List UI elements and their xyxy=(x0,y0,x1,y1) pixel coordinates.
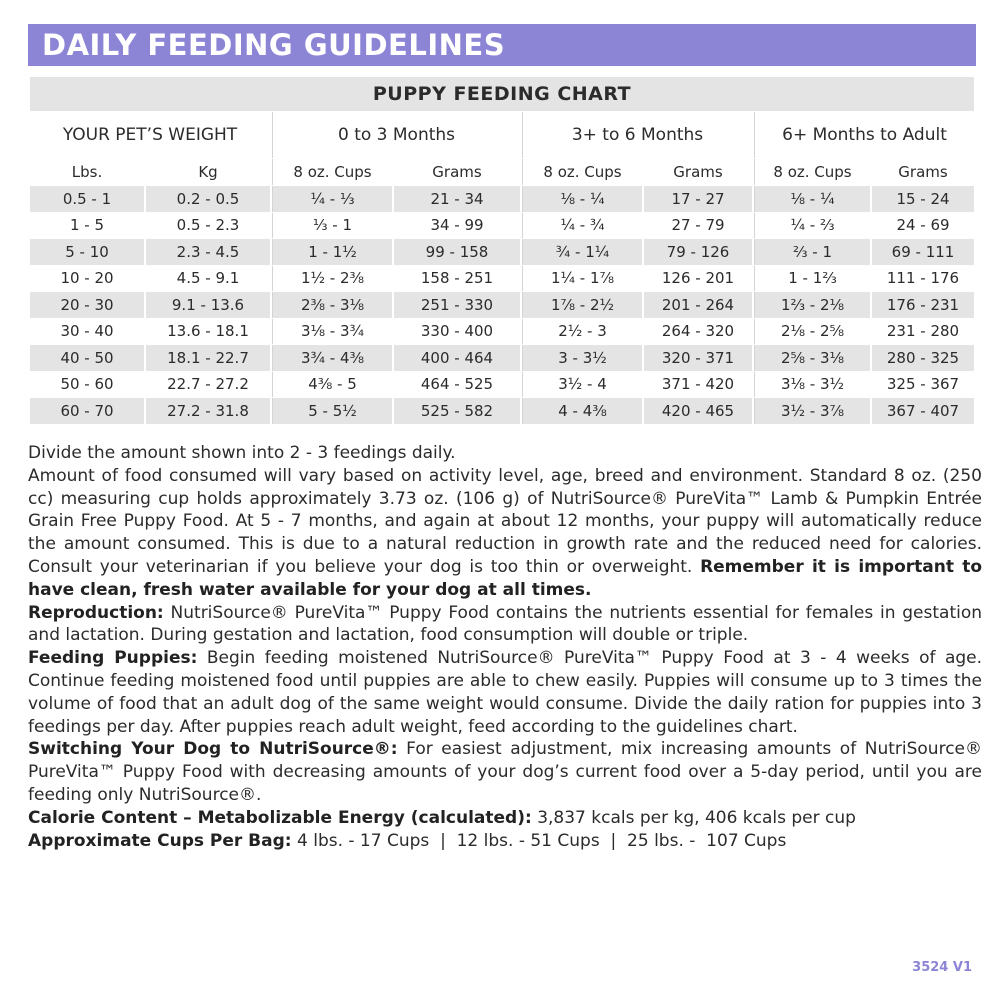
table-cell: ¾ - 1¼ xyxy=(522,239,642,265)
table-cell: 158 - 251 xyxy=(394,266,520,292)
table-cell: 5 - 10 xyxy=(30,239,144,265)
table-cell: 34 - 99 xyxy=(394,213,520,239)
table-cell: ¼ - ⅓ xyxy=(272,186,392,212)
table-row xyxy=(30,292,974,318)
puppies-text: Begin feeding moistened NutriSource® PureVita™ Puppy Food at 3 - 4 weeks of age. Continue feeding moistened food until puppies are able to chew easily. Puppies will consume up to 3 times the volume of food that an adult dog of the same weight would consume. Divide the daily ration for puppies into 3 feedings per day. After puppies reach adult weight, feed according to the guidelines chart. xyxy=(28,648,983,737)
calorie-text: 3,837 kcals per kg, 406 kcals per cup xyxy=(537,807,856,828)
table-cell: 69 - 111 xyxy=(872,239,974,265)
table-cell: 1 - 5 xyxy=(30,213,144,239)
table-cell: 79 - 126 xyxy=(644,239,752,265)
column-header-cups: 8 oz. Cups xyxy=(754,159,870,185)
table-cell: 0.5 - 2.3 xyxy=(146,213,270,239)
table-cell: 1⅞ - 2½ xyxy=(522,292,642,318)
table-cell: ⅔ - 1 xyxy=(754,239,870,265)
column-header-grams: Grams xyxy=(644,159,752,185)
table-cell: 1⅔ - 2⅛ xyxy=(754,292,870,318)
table-cell: 264 - 320 xyxy=(644,319,752,345)
table-cell: 251 - 330 xyxy=(394,292,520,318)
table-cell: 4.5 - 9.1 xyxy=(146,266,270,292)
table-cell: 231 - 280 xyxy=(872,319,974,345)
table-cell: 464 - 525 xyxy=(394,372,520,398)
column-header-grams: Grams xyxy=(872,159,974,185)
table-cell: 371 - 420 xyxy=(644,372,752,398)
table-cell: ⅛ - ¼ xyxy=(754,186,870,212)
column-header-cups: 8 oz. Cups xyxy=(522,159,642,185)
amount-text: Amount of food consumed will vary based on activity level, age, breed and environment. Standard 8 oz. (250 cc) measuring cup holds approximately 3.73 oz. (106 g) of NutriSource® PureVita™ Lamb & Pumpkin Entrée Grain Free Puppy Food. At 5 - 7 months, and again at about 12 months, your puppy will automatically reduce the amount consumed. This is due to a natural reduction in growth rate and the reduced need for calories. Consult your veterinarian if you believe your dog is too thin or overweight. xyxy=(28,465,982,577)
table-cell: 24 - 69 xyxy=(872,213,974,239)
cups-text: 4 lbs. - 17 Cups | 12 lbs. - 51 Cups | 25 lbs. - 107 Cups xyxy=(297,830,787,851)
table-cell: ¼ - ¾ xyxy=(522,213,642,239)
switching-text: For easiest adjustment, mix increasing amounts of NutriSource® PureVita™ Puppy Food with decreasing amounts of your dog’s current food over a 5-day period, until you are feeding only NutriSource®. xyxy=(28,739,982,805)
table-cell: 17 - 27 xyxy=(644,186,752,212)
table-cell: 330 - 400 xyxy=(394,319,520,345)
table-cell: 201 - 264 xyxy=(644,292,752,318)
table-cell: 3½ - 3⅞ xyxy=(754,398,870,424)
weight-header: YOUR PET’S WEIGHT xyxy=(30,112,270,158)
puppy-feeding-chart xyxy=(28,76,976,425)
table-cell: 111 - 176 xyxy=(872,266,974,292)
table-row xyxy=(30,266,974,292)
paragraph-switching xyxy=(28,738,982,806)
table-cell: 18.1 - 22.7 xyxy=(146,345,270,371)
paragraph-divide: Divide the amount shown into 2 - 3 feedings daily. xyxy=(28,443,456,463)
table-cell: ⅛ - ¼ xyxy=(522,186,642,212)
paragraph-amount xyxy=(28,465,982,602)
table-cell: 1¼ - 1⅞ xyxy=(522,266,642,292)
paragraph-calorie xyxy=(28,807,982,830)
page-title: DAILY FEEDING GUIDELINES xyxy=(28,24,976,66)
table-cell: ⅓ - 1 xyxy=(272,213,392,239)
calorie-label: Calorie Content – Metabolizable Energy (calculated): xyxy=(28,807,532,828)
table-cell: 525 - 582 xyxy=(394,398,520,424)
table-cell: 21 - 34 xyxy=(394,186,520,212)
table-cell: 126 - 201 xyxy=(644,266,752,292)
group-header-3-6-months: 3+ to 6 Months xyxy=(522,112,752,158)
table-cell: 420 - 465 xyxy=(644,398,752,424)
reproduction-label: Reproduction: xyxy=(28,602,164,623)
table-cell: 15 - 24 xyxy=(872,186,974,212)
table-cell: 30 - 40 xyxy=(30,319,144,345)
column-header-grams: Grams xyxy=(394,159,520,185)
paragraph-cups-per-bag xyxy=(28,830,982,853)
puppies-label: Feeding Puppies: xyxy=(28,648,198,669)
paragraph-feeding-puppies xyxy=(28,647,982,738)
table-cell: 4⅜ - 5 xyxy=(272,372,392,398)
table-cell: 367 - 407 xyxy=(872,398,974,424)
table-cell: 2⅛ - 2⅝ xyxy=(754,319,870,345)
cups-label: Approximate Cups Per Bag: xyxy=(28,830,292,851)
table-row xyxy=(30,319,974,345)
table-cell: 176 - 231 xyxy=(872,292,974,318)
table-row xyxy=(30,186,974,212)
table-cell: 3⅛ - 3½ xyxy=(754,372,870,398)
table-cell: 2½ - 3 xyxy=(522,319,642,345)
table-cell: 0.5 - 1 xyxy=(30,186,144,212)
table-cell: 3 - 3½ xyxy=(522,345,642,371)
table-cell: 27.2 - 31.8 xyxy=(146,398,270,424)
table-cell: 2⅝ - 3⅛ xyxy=(754,345,870,371)
table-cell: 1 - 1½ xyxy=(272,239,392,265)
table-cell: 2.3 - 4.5 xyxy=(146,239,270,265)
table-cell: 27 - 79 xyxy=(644,213,752,239)
table-cell: 280 - 325 xyxy=(872,345,974,371)
table-cell: 325 - 367 xyxy=(872,372,974,398)
table-cell: 10 - 20 xyxy=(30,266,144,292)
table-cell: ¼ - ⅔ xyxy=(754,213,870,239)
table-row xyxy=(30,398,974,424)
group-header-0-3-months: 0 to 3 Months xyxy=(272,112,520,158)
table-cell: 2⅜ - 3⅛ xyxy=(272,292,392,318)
table-cell: 5 - 5½ xyxy=(272,398,392,424)
table-cell: 4 - 4⅜ xyxy=(522,398,642,424)
column-header-kg: Kg xyxy=(146,159,270,185)
table-cell: 3¾ - 4⅜ xyxy=(272,345,392,371)
table-row xyxy=(30,213,974,239)
column-header-lbs: Lbs. xyxy=(30,159,144,185)
table-cell: 1½ - 2⅜ xyxy=(272,266,392,292)
table-cell: 0.2 - 0.5 xyxy=(146,186,270,212)
table-cell: 3⅛ - 3¾ xyxy=(272,319,392,345)
table-cell: 60 - 70 xyxy=(30,398,144,424)
switching-label: Switching Your Dog to NutriSource®: xyxy=(28,739,398,760)
table-cell: 9.1 - 13.6 xyxy=(146,292,270,318)
version-code: 3524 V1 xyxy=(912,960,972,975)
table-row xyxy=(30,345,974,371)
table-cell: 40 - 50 xyxy=(30,345,144,371)
table-cell: 50 - 60 xyxy=(30,372,144,398)
table-cell: 3½ - 4 xyxy=(522,372,642,398)
chart-title: PUPPY FEEDING CHART xyxy=(30,77,974,111)
feeding-instructions xyxy=(28,442,982,852)
table-cell: 20 - 30 xyxy=(30,292,144,318)
table-row xyxy=(30,239,974,265)
paragraph-reproduction xyxy=(28,602,982,648)
table-cell: 22.7 - 27.2 xyxy=(146,372,270,398)
table-cell: 320 - 371 xyxy=(644,345,752,371)
table-cell: 13.6 - 18.1 xyxy=(146,319,270,345)
water-reminder: Remember it is important to have clean, fresh water available for your dog at all times. xyxy=(28,556,983,600)
reproduction-text: NutriSource® PureVita™ Puppy Food contains the nutrients essential for females in gestation and lactation. During gestation and lactation, food consumption will double or triple. xyxy=(28,602,983,646)
table-cell: 1 - 1⅔ xyxy=(754,266,870,292)
table-row xyxy=(30,372,974,398)
column-header-cups: 8 oz. Cups xyxy=(272,159,392,185)
table-cell: 400 - 464 xyxy=(394,345,520,371)
table-cell: 99 - 158 xyxy=(394,239,520,265)
group-header-6-months-adult: 6+ Months to Adult xyxy=(754,112,974,158)
